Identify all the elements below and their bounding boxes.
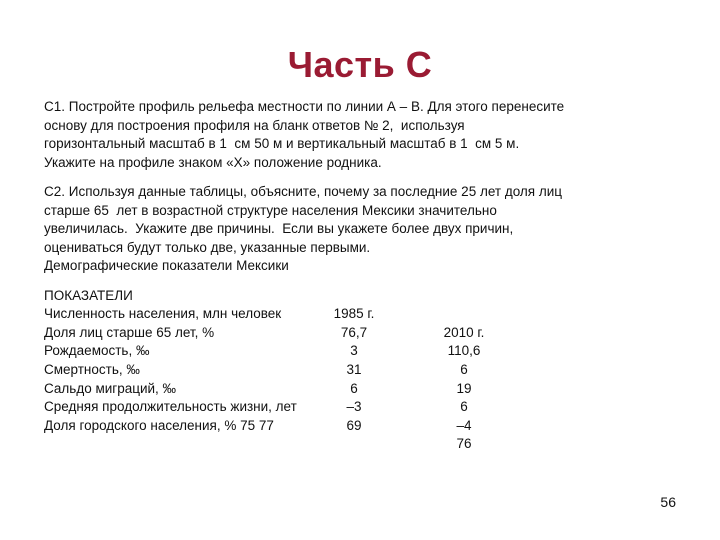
task-c1-line: основу для построения профиля на бланк ответов № 2, используя: [44, 117, 465, 133]
row-value-1985: –3: [346, 399, 362, 415]
header-year-1985: 1985 г.: [333, 306, 375, 322]
row-value-2010: –4: [456, 417, 472, 433]
row-value-1985: 31: [346, 361, 362, 377]
task-c2-line: С2. Используя данные таблицы, объясните, почему за последние 25 лет доля лиц: [44, 184, 562, 199]
page-number: 56: [660, 494, 676, 510]
row-label: Численность населения, млн человек: [44, 306, 282, 322]
row-label: Смертность, ‰: [44, 361, 140, 377]
task-c2-line: увеличилась. Укажите две причины. Если вы укажете более двух причин,: [44, 221, 514, 237]
row-value-2010: 19: [456, 380, 472, 396]
task-c1-line: С1. Постройте профиль рельефа местности по линии А – В. Для этого перенесите: [44, 99, 565, 114]
header-year-2010: 2010 г.: [443, 324, 485, 340]
header-label: ПОКАЗАТЕЛИ: [44, 287, 133, 303]
row-value-1985: 6: [350, 380, 358, 396]
row-label: Доля городского населения, % 75 77: [44, 417, 274, 433]
table-caption: Демографические показатели Мексики: [44, 258, 289, 274]
row-label: Средняя продолжительность жизни, лет: [44, 399, 297, 415]
row-value-1985: 3: [350, 343, 358, 359]
row-value-2010: 110,6: [447, 343, 481, 359]
row-label: Сальдо миграций, ‰: [44, 380, 177, 396]
task-c2-line: оцениваться будут только две, указанные первыми.: [44, 239, 371, 255]
task-c1-line: Укажите на профиле знаком «Х» положение родника.: [44, 154, 382, 170]
row-label: Доля лиц старше 65 лет, %: [44, 324, 215, 340]
task-c2: [44, 183, 684, 276]
row-value-1985: 69: [346, 417, 362, 433]
slide-title: Часть С: [287, 44, 433, 85]
demographics-table: [44, 268, 684, 452]
row-value-1985: 76,7: [340, 324, 368, 340]
row-value-2010: 6: [460, 399, 468, 415]
task-c2-line: старше 65 лет в возрастной структуре населения Мексики значительно: [44, 202, 497, 218]
row-value-2010: 76: [456, 436, 472, 452]
task-c1-line: горизонтальный масштаб в 1 см 50 м и вертикальный масштаб в 1 см 5 м.: [44, 136, 520, 152]
task-c1: [44, 98, 684, 172]
row-value-2010: 6: [460, 361, 468, 377]
row-label: Рождаемость, ‰: [44, 343, 150, 359]
